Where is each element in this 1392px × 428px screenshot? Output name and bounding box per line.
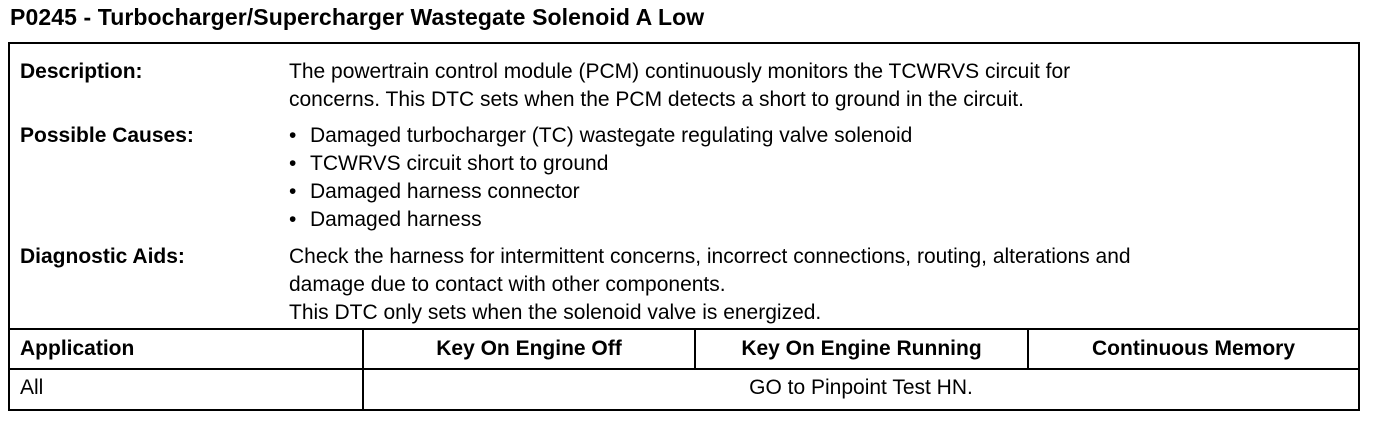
description-text <box>289 58 1349 114</box>
diagnostic-aids-text <box>289 243 1349 327</box>
diagnostic-aids-line: This DTC only sets when the solenoid valve is energized. <box>289 301 822 324</box>
cause-item: • Damaged harness <box>289 206 1349 234</box>
description-label: Description: <box>20 60 143 83</box>
info-section <box>10 44 1358 328</box>
cell-application: All <box>20 376 44 399</box>
dtc-table <box>8 42 1360 411</box>
header-application: Application <box>20 337 135 360</box>
table-divider <box>10 368 1358 370</box>
possible-causes-label: Possible Causes: <box>20 124 194 147</box>
header-continuous-memory: Continuous Memory <box>1092 337 1295 360</box>
page-title: P0245 - Turbocharger/Supercharger Wastegate Solenoid A Low <box>10 4 705 30</box>
description-line: The powertrain control module (PCM) continuously monitors the TCWRVS circuit for <box>289 60 1071 83</box>
diagnostic-aids-line: damage due to contact with other components. <box>289 273 726 296</box>
cell-action: GO to Pinpoint Test HN. <box>749 376 973 399</box>
diagnostic-aids-label: Diagnostic Aids: <box>20 245 185 268</box>
table-divider <box>10 328 1358 330</box>
possible-causes-list <box>289 122 1349 234</box>
header-key-on-engine-running: Key On Engine Running <box>741 337 982 360</box>
header-key-on-engine-off: Key On Engine Off <box>436 337 622 360</box>
cause-item: • Damaged turbocharger (TC) wastegate regulating valve solenoid <box>289 122 1349 150</box>
description-line: concerns. This DTC sets when the PCM detects a short to ground in the circuit. <box>289 88 1024 111</box>
cause-item: • Damaged harness connector <box>289 178 1349 206</box>
cause-item: • TCWRVS circuit short to ground <box>289 150 1349 178</box>
diagnostic-aids-line: Check the harness for intermittent concerns, incorrect connections, routing, alterations and <box>289 245 1131 268</box>
